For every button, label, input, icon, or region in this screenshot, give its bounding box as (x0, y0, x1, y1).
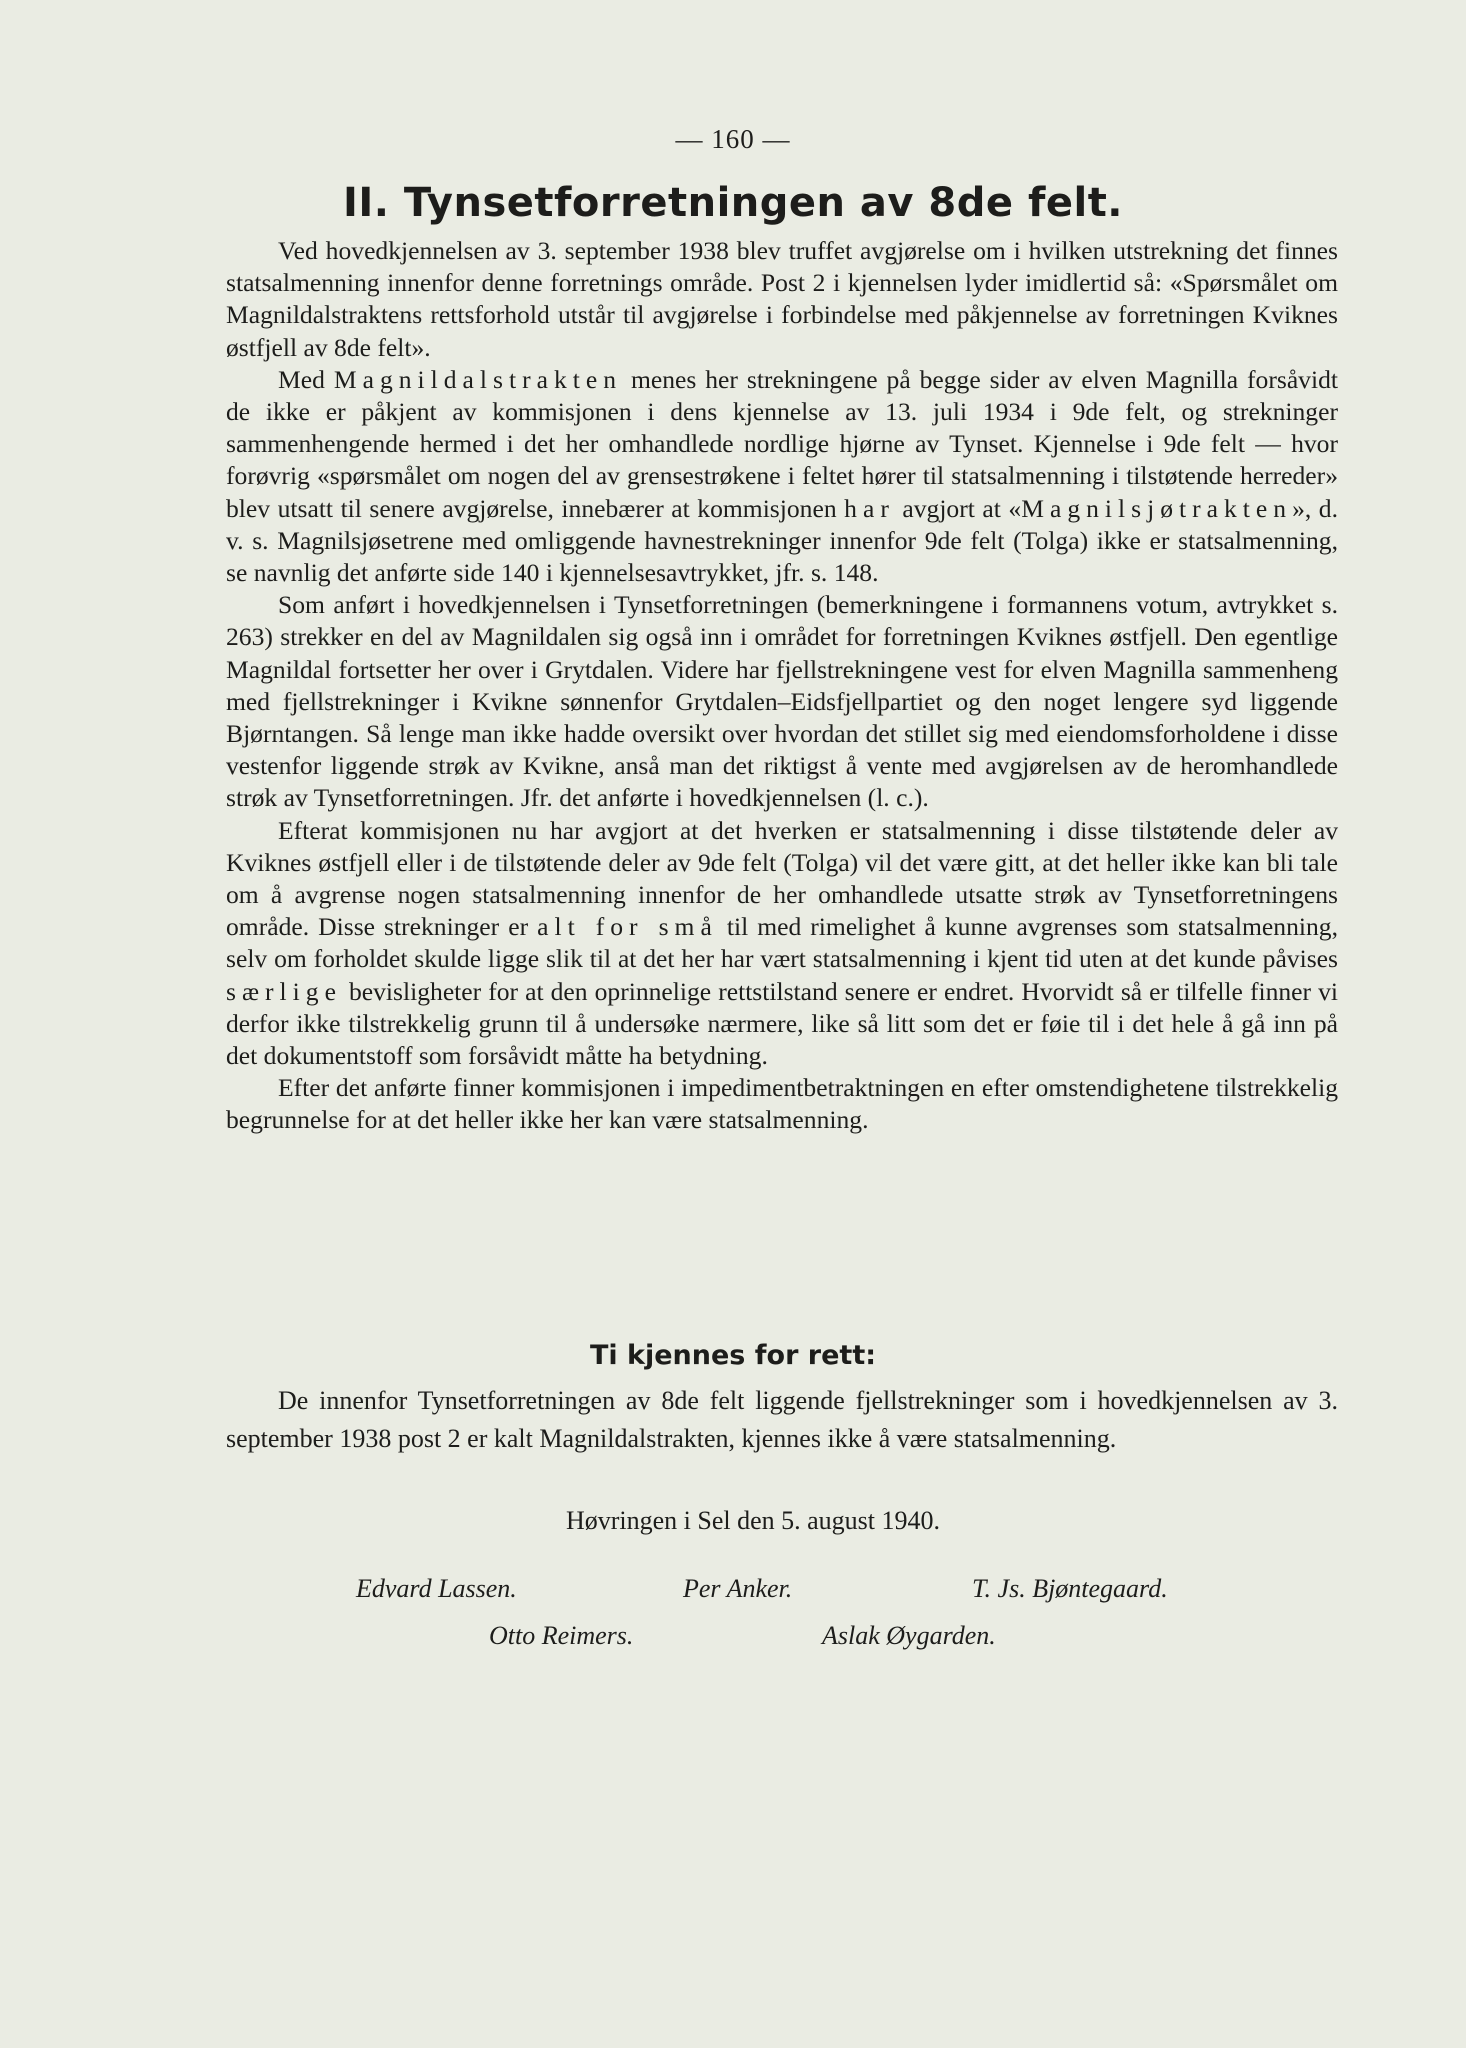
spaced-emphasis: særlige (226, 976, 342, 1006)
verdict-paragraph: De innenfor Tynsetforretningen av 8de felt liggende fjellstrekninger som i hovedkjennelsen av 3. september 1938 post 2 er kalt Magnildalstrakten, kjennes ikke å være statsalmenning. (226, 1386, 1338, 1453)
text-run: », d. v. s. Magnilsjøsetrene med omliggende havnestrekninger innenfor 9de felt (Tolga) ikke er statsalmenning, se navnlig det anførte side 140 i kjennelsesavtrykket, jfr. s. 148. (226, 493, 1338, 588)
verdict-heading: Ti kjennes for rett: (589, 1340, 877, 1371)
text-run: til med rimelighet å kunne avgrenses som statsalmenning, selv om forholdet skulde ligge slik til at det her har vært statsalmenning i kjent tid uten at det kunde påvises (226, 912, 1338, 974)
spaced-emphasis: har (844, 493, 895, 523)
section-title: II. Tynsetforretningen av 8de felt. (342, 180, 1124, 226)
text-run: menes her strekningene på begge sider av elven Magnilla forsåvidt de ikke er påkjent av kommisjonen i dens kjennelse av 13. juli 1934 i 9de felt, og strekninger sammenhengende hermed i det her omhandlede nordlige hjørne av Tynset. Kjennelse i 9de felt — hvor forøvrig «spørsmålet om nogen del av grensestrøkene i feltet hører til statsalmenning i tilstøtende herreder» blev utsatt til senere avgjørelse, innebærer at kommisjonen (226, 364, 1338, 523)
text-run: Med (278, 364, 334, 394)
place-date: Høvringen i Sel den 5. august 1940. (565, 1506, 941, 1535)
spaced-emphasis: Magnilsjøtrakten (1021, 493, 1293, 523)
text-run: avgjort at « (894, 493, 1022, 523)
signature-bjontegaard: T. Js. Bjøntegaard. (972, 1574, 1168, 1603)
paragraph-5 (226, 1072, 1338, 1136)
paragraph-1 (226, 235, 1338, 364)
page-number: — 160 — (675, 124, 791, 154)
verdict-text (226, 1382, 1338, 1458)
paragraph-2 (226, 364, 1338, 589)
signature-oygarden: Aslak Øygarden. (822, 1621, 996, 1650)
text-run: bevisligheter for at den oprinnelige rettstilstand senere er endret. Hvorvidt så er tilfelle finner vi derfor ikke tilstrekkelig grunn til å undersøke nærmere, like så litt som det er føie til i det hele å gå inn på det dokumentstoff som forsåvidt måtte ha betydning. (226, 976, 1338, 1071)
signature-reimers: Otto Reimers. (489, 1621, 634, 1650)
body-text (226, 235, 1338, 1137)
text-run: Ved hovedkjennelsen av 3. september 1938 blev truffet avgjørelse om i hvilken utstrekning det finnes statsalmenning innenfor denne forretnings område. Post 2 i kjennelsen lyder imidlertid så: «Spørsmålet om Magnildalstraktens rettsforhold utstår til avgjørelse i forbindelse med påkjennelse av forretningen Kviknes østfjell av 8de felt». (226, 236, 1338, 362)
text-run: Efterat kommisjonen nu har avgjort at det hverken er statsalmenning i disse tilstøtende deler av Kviknes østfjell eller i de tilstøtende deler av 9de felt (Tolga) vil det være gitt, at det heller ikke kan bli tale om å avgrense nogen statsalmenning innenfor de her omhandlede utsatte strøk av Tynsetforretningens område. Disse strekninger er (226, 815, 1338, 942)
signature-lassen: Edvard Lassen. (356, 1574, 517, 1603)
signature-anker: Per Anker. (683, 1574, 793, 1603)
spaced-emphasis: alt for små (537, 912, 718, 942)
paragraph-3 (226, 589, 1338, 814)
spaced-emphasis: Magnildalstrakten (333, 364, 623, 394)
paragraph-4 (226, 815, 1338, 1073)
text-run: Efter det anførte finner kommisjonen i impedimentbetraktningen en efter omstendighetene tilstrekkelig begrunnelse for at det heller ikke her kan være statsalmenning. (226, 1073, 1338, 1135)
text-run: Som anført i hovedkjennelsen i Tynsetforretningen (bemerkningene i formannens votum, avtrykket s. 263) strekker en del av Magnildalen sig også inn i området for forretningen Kviknes østfjell. Den egentlige Magnildal fortsetter her over i Grytdalen. Videre har fjellstrekningene vest for elven Magnilla sammenheng med fjellstrekninger i Kvikne sønnenfor Grytdalen–Eidsfjellpartiet og den noget lengere syd liggende Bjørntangen. Så lenge man ikke hadde oversikt over hvordan det stillet sig med eiendomsforholdene i disse vestenfor liggende strøk av Kvikne, anså man det riktigst å vente med avgjørelsen av de heromhandlede strøk av Tynsetforretningen. Jfr. det anførte i hovedkjennelsen (l. c.). (226, 590, 1338, 813)
